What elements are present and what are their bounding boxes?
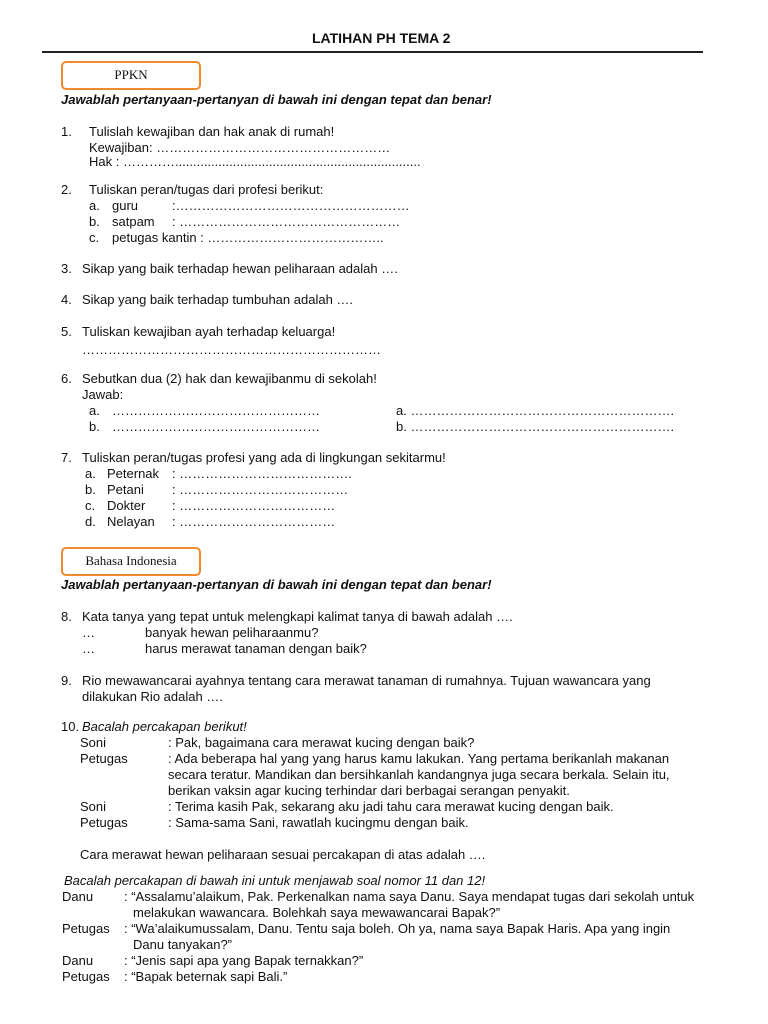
dialog2-speaker-1: Danu: [62, 889, 94, 904]
q9-number: 9.: [61, 673, 72, 688]
q6-jawab: Jawab:: [82, 387, 124, 402]
q4-text: Sikap yang baik terhadap tumbuhan adalah ….: [82, 292, 354, 307]
q2-a-label: guru: [112, 198, 139, 213]
q10-speaker-5: Soni: [80, 799, 107, 814]
q6-number: 6.: [61, 371, 72, 386]
q7-c-letter: c.: [85, 498, 96, 513]
q10-intro: Bacalah percakapan berikut!: [82, 719, 247, 734]
q7-c-name: Dokter: [107, 498, 146, 513]
q4-number: 4.: [61, 292, 72, 307]
q9-line-2: dilakukan Rio adalah ….: [82, 689, 223, 704]
q2-c-letter: c.: [89, 230, 100, 245]
q10-line-2: : Ada beberapa hal yang yang harus kamu lakukan. Yang pertama berikanlah makanan: [168, 751, 670, 766]
page-title: LATIHAN PH TEMA 2: [312, 30, 451, 46]
q2-b-letter: b.: [89, 214, 100, 229]
dialog2-line-5: : “Jenis sapi apa yang Bapak ternakkan?”: [124, 953, 364, 968]
q10-speaker-2: Petugas: [80, 751, 128, 766]
q7-a-fill: : ………………………………….: [172, 466, 352, 481]
q1-number: 1.: [61, 124, 72, 139]
q7-c-fill: : ………………………………: [172, 498, 336, 513]
q7-text: Tuliskan peran/tugas profesi yang ada di lingkungan sekitarmu!: [82, 450, 446, 465]
q7-a-name: Peternak: [107, 466, 160, 481]
q1-hak-line: Hak : …………....................................................................: [89, 154, 421, 169]
q7-b-name: Petani: [107, 482, 144, 497]
q7-b-fill: : …………………………………: [172, 482, 349, 497]
q7-a-letter: a.: [85, 466, 96, 481]
q8-sentence-2: harus merawat tanaman dengan baik?: [145, 641, 367, 656]
q8-blank-1: …: [82, 625, 95, 640]
q6-text: Sebutkan dua (2) hak dan kewajibanmu di sekolah!: [82, 371, 377, 386]
q1-text: Tulislah kewajiban dan hak anak di rumah!: [89, 124, 335, 139]
q6-b2-fill: b. …………………………………………………….: [396, 419, 675, 434]
q10-speaker-1: Soni: [80, 735, 107, 750]
q6-a-fill: …………………………………………: [112, 403, 320, 418]
q10-question: Cara merawat hewan peliharaan sesuai percakapan di atas adalah ….: [80, 847, 486, 862]
q8-blank-2: …: [82, 641, 95, 656]
q5-answer-line: ……………………………………………………………: [82, 342, 381, 357]
q1-kewajiban-line: Kewajiban: ………………………………………………: [89, 140, 391, 155]
dialog2-speaker-3: Petugas: [62, 921, 110, 936]
q9-line-1: Rio mewawancarai ayahnya tentang cara merawat tanaman di rumahnya. Tujuan wawancara yang: [82, 673, 651, 688]
q2-c-text: petugas kantin : …………………………………..: [112, 230, 384, 245]
q7-number: 7.: [61, 450, 72, 465]
q5-number: 5.: [61, 324, 72, 339]
q8-number: 8.: [61, 609, 72, 624]
dialog2-intro: Bacalah percakapan di bawah ini untuk menjawab soal nomor 11 dan 12!: [64, 873, 486, 888]
q6-b-fill: …………………………………………: [112, 419, 320, 434]
q10-speaker-6: Petugas: [80, 815, 128, 830]
dialog2-line-3: : “Wa’alaikumussalam, Danu. Tentu saja boleh. Oh ya, nama saya Bapak Haris. Apa yang ingin: [124, 921, 671, 936]
q7-b-letter: b.: [85, 482, 96, 497]
q5-text: Tuliskan kewajiban ayah terhadap keluarga!: [82, 324, 336, 339]
q3-text: Sikap yang baik terhadap hewan peliharaan adalah ….: [82, 261, 398, 276]
q6-a-letter: a.: [89, 403, 100, 418]
q10-line-3: secara teratur. Mandikan dan bersihkanlah kandangnya juga secara berkala. Selain itu,: [168, 767, 670, 782]
q2-number: 2.: [61, 182, 72, 197]
q2-a-fill: :………………………………………………: [172, 198, 410, 213]
q8-text: Kata tanya yang tepat untuk melengkapi kalimat tanya di bawah adalah ….: [82, 609, 513, 624]
q7-d-letter: d.: [85, 514, 96, 529]
dialog2-speaker-6: Petugas: [62, 969, 110, 984]
q2-a-letter: a.: [89, 198, 100, 213]
dialog2-line-4: Danu tanyakan?”: [133, 937, 233, 952]
bindo-instruction: Jawablah pertanyaan-pertanyan di bawah ini dengan tepat dan benar!: [61, 577, 492, 592]
dialog2-line-1: : “Assalamu’alaikum, Pak. Perkenalkan nama saya Danu. Saya mendapat tugas dari sekolah untuk: [124, 889, 695, 904]
q8-sentence-1: banyak hewan peliharaanmu?: [145, 625, 319, 640]
title-divider: [42, 51, 703, 53]
q7-d-fill: : ………………………………: [172, 514, 336, 529]
q10-line-1: : Pak, bagaimana cara merawat kucing dengan baik?: [168, 735, 475, 750]
q10-number: 10.: [61, 719, 80, 734]
q6-a2-fill: a. …………………………………………………….: [396, 403, 675, 418]
q2-b-fill: : ……………………………………………: [172, 214, 401, 229]
ppkn-instruction: Jawablah pertanyaan-pertanyan di bawah ini dengan tepat dan benar!: [61, 92, 492, 107]
q6-b-letter: b.: [89, 419, 100, 434]
q2-b-label: satpam: [112, 214, 155, 229]
dialog2-line-6: : “Bapak beternak sapi Bali.”: [124, 969, 288, 984]
section-label-ppkn: PPKN: [61, 61, 201, 90]
dialog2-speaker-5: Danu: [62, 953, 94, 968]
q10-line-6: : Sama-sama Sani, rawatlah kucingmu dengan baik.: [168, 815, 469, 830]
q10-line-5: : Terima kasih Pak, sekarang aku jadi tahu cara merawat kucing dengan baik.: [168, 799, 614, 814]
dialog2-line-2: melakukan wawancara. Bolehkah saya mewawancarai Bapak?”: [133, 905, 501, 920]
q7-d-name: Nelayan: [107, 514, 155, 529]
section-label-bahasa-indonesia: Bahasa Indonesia: [61, 547, 201, 576]
q3-number: 3.: [61, 261, 72, 276]
q2-text: Tuliskan peran/tugas dari profesi berikut:: [89, 182, 324, 197]
q10-line-4: berikan vaksin agar kucing terhindar dari berbagai serangan penyakit.: [168, 783, 570, 798]
